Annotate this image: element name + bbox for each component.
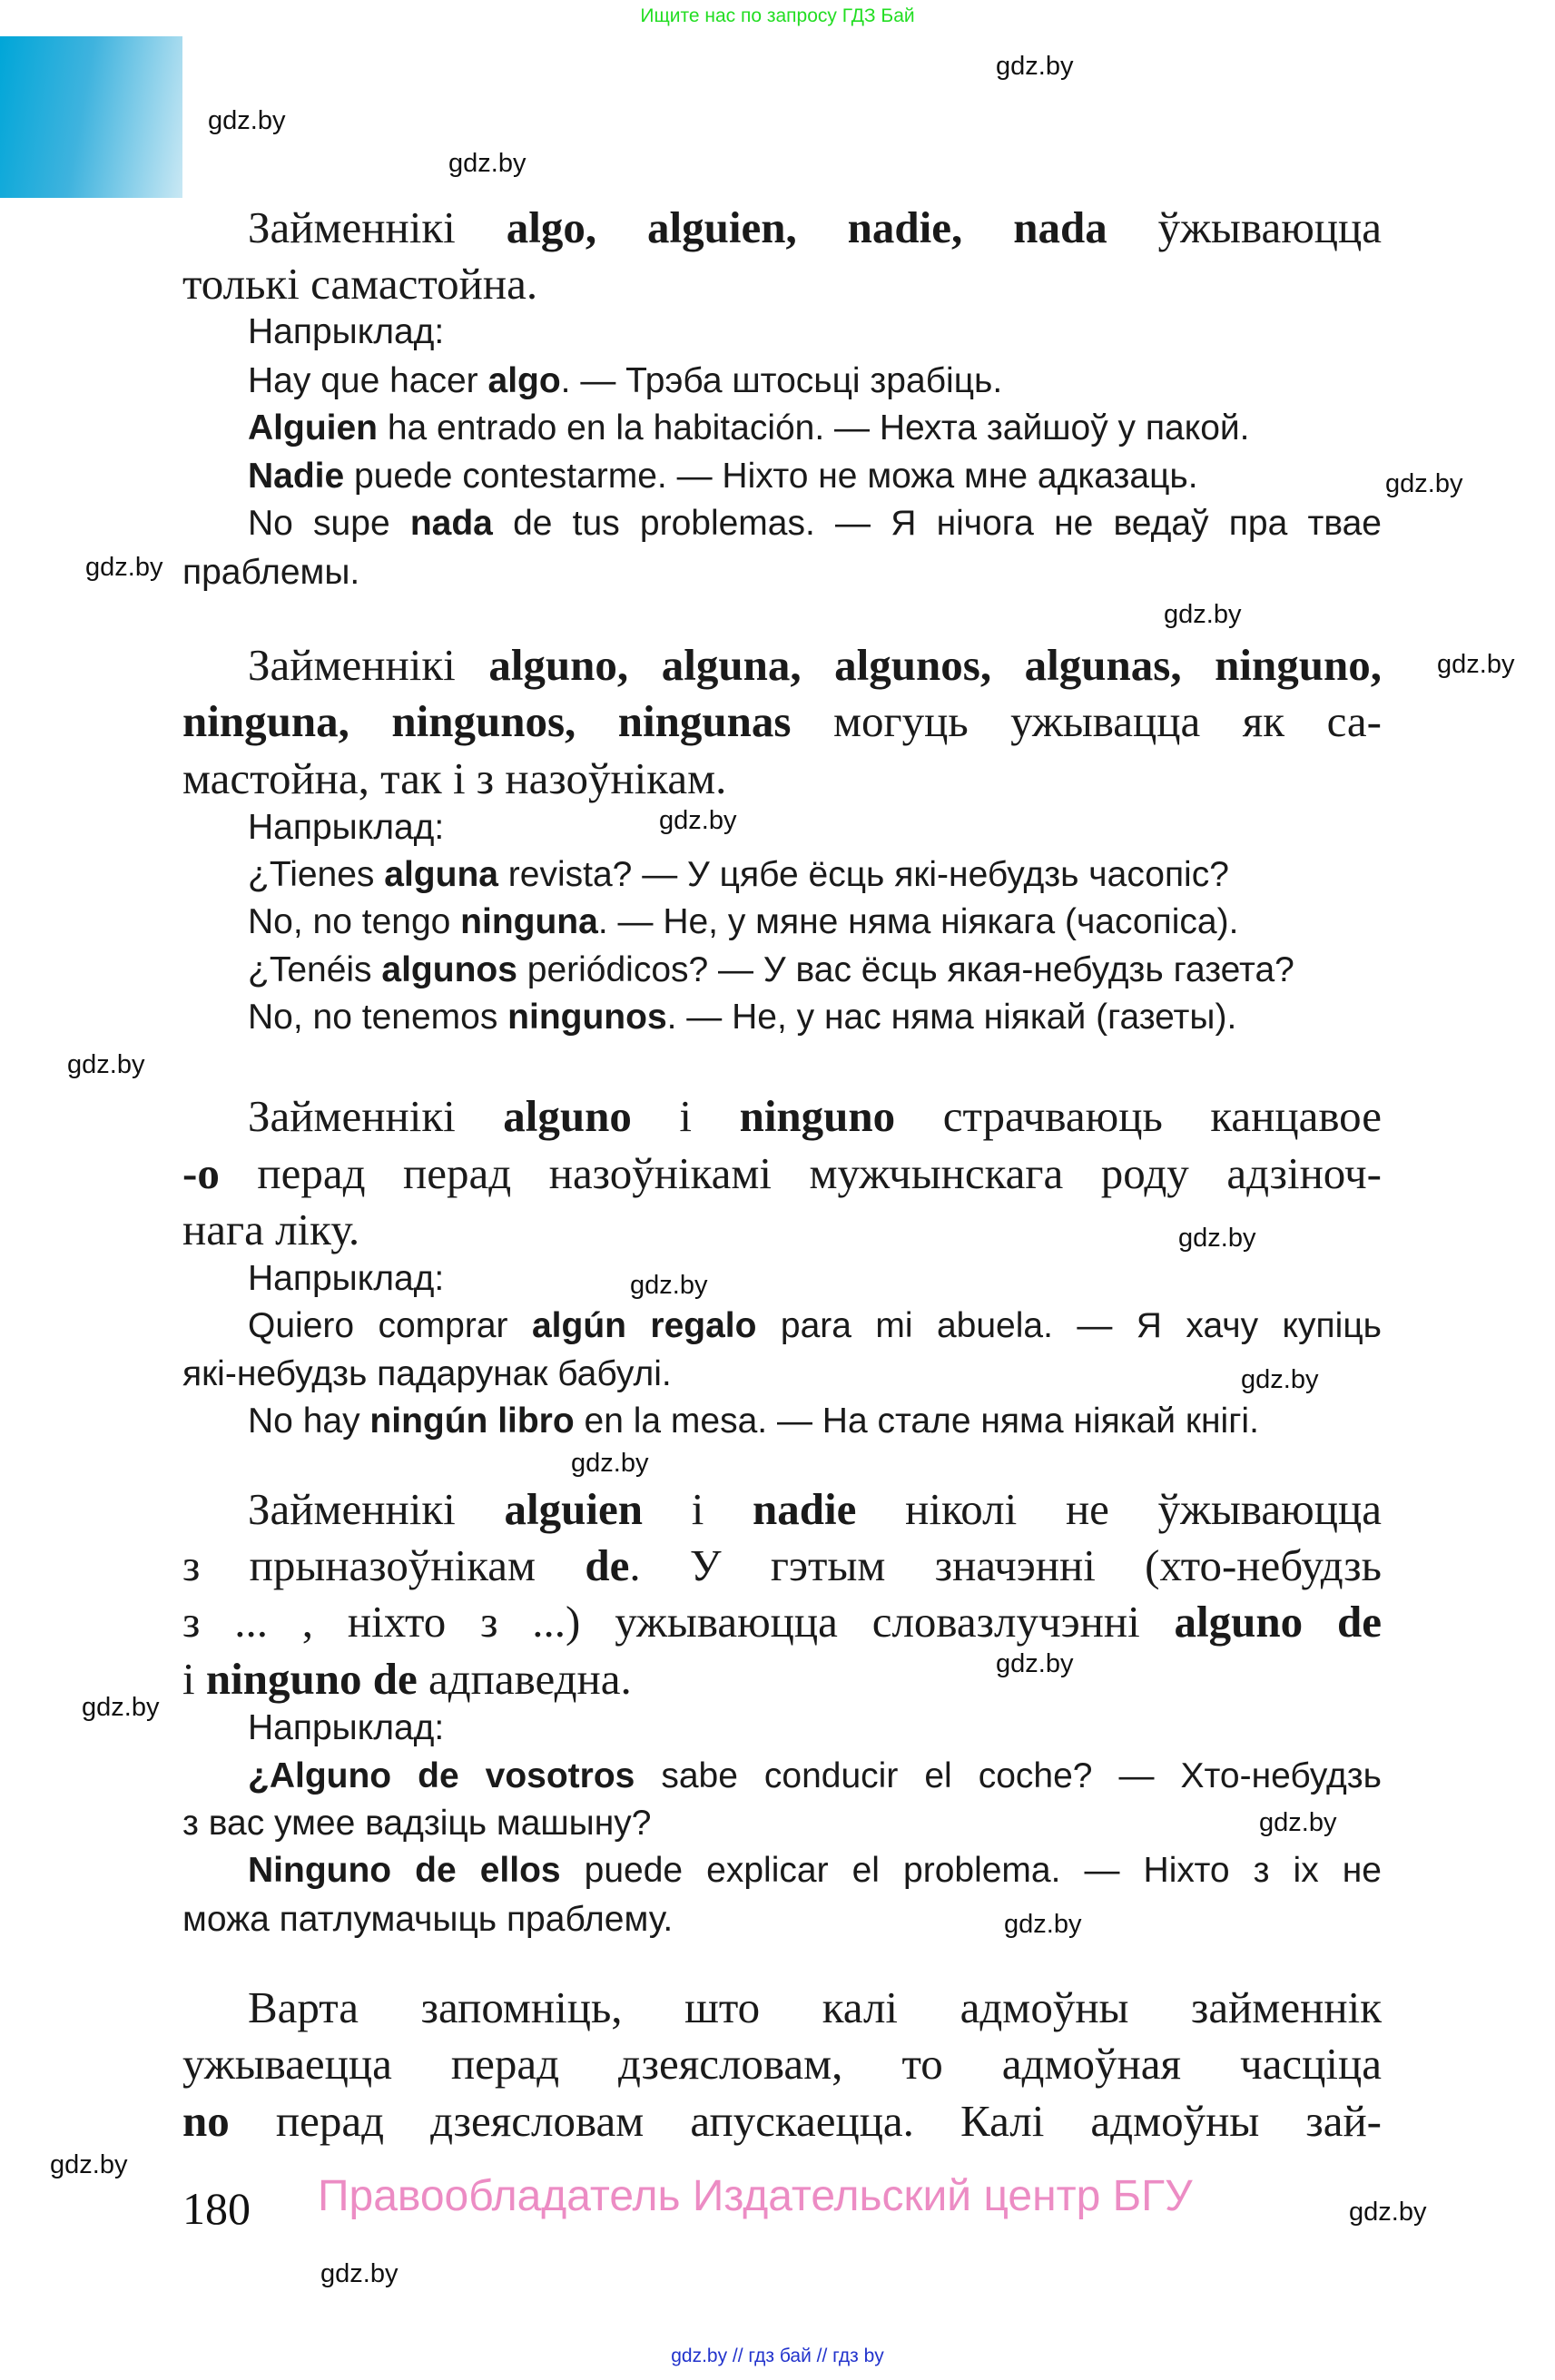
watermark-text: gdz.by [996,1649,1074,1678]
bold-term: algo, alguien, nadie, nada [506,202,1107,252]
text-segment: адпаведна. [417,1654,632,1704]
watermark-text: gdz.by [82,1693,160,1722]
watermark-text: gdz.by [1349,2198,1427,2227]
text-segment: Варта запомніць, што калі адмоўны займеннік [248,1982,1382,2032]
watermark-text: gdz.by [208,106,286,135]
watermark-text: gdz.by [85,553,163,582]
bold-term: ninguna, ningunos, ningunas [182,696,792,746]
text-segment: з прыназоўнікам [182,1540,586,1590]
text-line [248,854,1229,896]
watermark-text: gdz.by [1164,600,1242,629]
text-segment: No hay [248,1401,370,1441]
bold-term: ninguno de [205,1654,418,1704]
text-line [248,807,444,849]
text-line [248,202,1382,253]
text-line [248,456,1198,497]
watermark-text: gdz.by [67,1050,145,1079]
text-segment: можа патлумачыць праблему. [182,1900,674,1939]
text-line [182,1148,1382,1199]
text-segment: puede explicar el problema. — Ніхто з іх не [560,1851,1382,1890]
text-line [248,640,1382,691]
text-line [182,1205,359,1255]
watermark-text: gdz.by [1437,650,1515,679]
bold-term: alguien [504,1484,643,1534]
text-segment: No supe [248,504,410,543]
text-segment: і [642,1484,753,1534]
text-segment: periódicos? — У вас ёсць якая-небудзь газета? [517,950,1294,989]
text-line [248,1091,1382,1142]
text-segment: ужываецца перад дзеясловам, то адмоўная часціца [182,2039,1382,2089]
text-line [248,1755,1382,1797]
page-number: 180 [182,2183,251,2234]
bold-term: ninguna [460,902,598,941]
bold-term: Ninguno de ellos [248,1851,561,1890]
watermark-text: gdz.by [1385,469,1463,498]
text-line [248,1982,1382,2033]
text-segment: de tus problemas. — Я нічога не ведаў пра твае [492,504,1382,543]
text-segment: Напрыклад: [248,312,445,351]
bold-term: nada [409,504,493,543]
text-line [248,1484,1382,1535]
bold-term: alguna [384,855,498,894]
text-segment: Займеннікі [248,202,507,252]
watermark-text: gdz.by [1259,1808,1337,1837]
text-segment: з вас умее вадзіць машыну? [182,1804,652,1843]
bold-term: no [182,2096,230,2146]
text-segment: страчваюць канцавое [895,1091,1382,1141]
text-line [248,503,1382,545]
watermark-text: gdz.by [448,149,527,178]
text-line [248,901,1238,943]
text-segment: і [182,1654,206,1704]
text-segment: Займеннікі [248,640,489,690]
footer-note: gdz.by // гдз бай // гдз by [671,2346,884,2366]
text-segment: Займеннікі [248,1091,504,1141]
text-segment: . — Не, у нас няма ніякай (газеты). [666,998,1237,1037]
text-segment: Hay que hacer [248,361,488,400]
bold-term: alguno de [1174,1597,1382,1647]
bold-term: ¿Alguno de vosotros [248,1756,635,1795]
text-line [248,311,444,353]
text-segment: з ... , ніхто з ...) ужываюцца словазлучэнні [182,1597,1175,1647]
text-line [248,408,1250,449]
text-line [248,1850,1382,1892]
text-line [248,1305,1382,1347]
text-segment: ha entrado en la habitación. — Нехта зайшоў у пакой. [378,408,1250,447]
header-note: Ищите нас по запросу ГДЗ Бай [640,5,915,26]
text-segment: Напрыклад: [248,808,445,847]
text-segment: No, no tengo [248,902,461,941]
text-segment: . — Трэба штосьці зрабіць. [560,361,1003,400]
text-line [248,360,1002,402]
text-line [248,1258,444,1300]
bold-term: ningunos [507,998,667,1037]
text-segment: en la mesa. — На стале няма ніякай кнігі. [574,1401,1259,1441]
text-segment: перад дзеясловам апускаецца. Калі адмоўны зай- [229,2096,1382,2146]
bold-term: algún regalo [531,1306,757,1345]
text-segment: Напрыклад: [248,1708,445,1747]
bold-term: algo [487,361,561,400]
bold-term: algunos [381,950,517,989]
text-segment: нага ліку. [182,1205,360,1254]
watermark-text: gdz.by [996,52,1074,81]
bold-term: alguno, alguna, algunos, algunas, ninguno, [488,640,1382,690]
text-segment: Quiero comprar [248,1306,532,1345]
text-segment: Займеннікі [248,1484,505,1534]
text-line [182,1899,673,1941]
rights-holder-notice: Правообладатель Издательский центр БГУ [318,2172,1193,2220]
text-line [182,1353,672,1395]
bold-term: alguno [503,1091,632,1141]
text-line [182,1540,1382,1591]
text-segment: могуць ужывацца як са- [791,696,1382,746]
bold-term: ningún libro [369,1401,575,1441]
text-segment: Напрыклад: [248,1259,445,1298]
text-line [182,259,537,310]
text-segment: які-небудзь падарунак бабулі. [182,1354,672,1393]
text-line [248,949,1294,991]
text-segment: . У гэтым значэнні (хто-небудзь [629,1540,1382,1590]
text-line [182,2096,1382,2147]
text-line [248,1707,444,1749]
bold-term: de [585,1540,630,1590]
text-line [182,1803,651,1844]
text-segment: ¿Tenéis [248,950,382,989]
text-line [182,753,726,804]
text-segment: revista? — У цябе ёсць які-небудзь часопіс? [497,855,1229,894]
bold-term: ninguno [739,1091,896,1141]
watermark-text: gdz.by [1178,1224,1256,1253]
text-line [182,2039,1382,2090]
text-segment: . — Не, у мяне няма ніякага (часопіса). [597,902,1239,941]
text-line [182,696,1382,747]
text-line [182,1597,1382,1647]
text-line [248,997,1236,1038]
text-line [182,1654,632,1705]
text-segment: No, no tenemos [248,998,508,1037]
text-segment: перад перад назоўнікамі мужчынскага роду адзіноч- [219,1148,1382,1198]
watermark-text: gdz.by [659,806,737,835]
text-segment: мастойна, так і з назоўнікам. [182,753,727,803]
decorative-corner-block [0,36,182,198]
text-segment: ¿Tienes [248,855,385,894]
text-segment: праблемы. [182,553,360,592]
text-segment: і [631,1091,740,1141]
watermark-text: gdz.by [320,2259,399,2288]
bold-term: Nadie [248,457,345,496]
text-line [182,552,359,594]
text-segment: sabe conducir el coche? — Хто-небудзь [635,1756,1383,1795]
text-segment: ўжываюцца [1107,202,1382,252]
watermark-text: gdz.by [630,1271,708,1300]
watermark-text: gdz.by [571,1449,649,1478]
bold-term: nadie [753,1484,857,1534]
text-segment: толькі самастойна. [182,259,538,309]
text-line [248,1401,1259,1442]
watermark-text: gdz.by [1004,1910,1082,1939]
watermark-text: gdz.by [50,2150,128,2179]
bold-term: Alguien [248,408,378,447]
text-segment: para mi abuela. — Я хачу купіць [756,1306,1383,1345]
bold-term: -o [182,1148,220,1198]
text-segment: puede contestarme. — Ніхто не можа мне адказаць. [344,457,1198,496]
watermark-text: gdz.by [1241,1365,1319,1394]
text-segment: ніколі не ўжываюцца [856,1484,1382,1534]
